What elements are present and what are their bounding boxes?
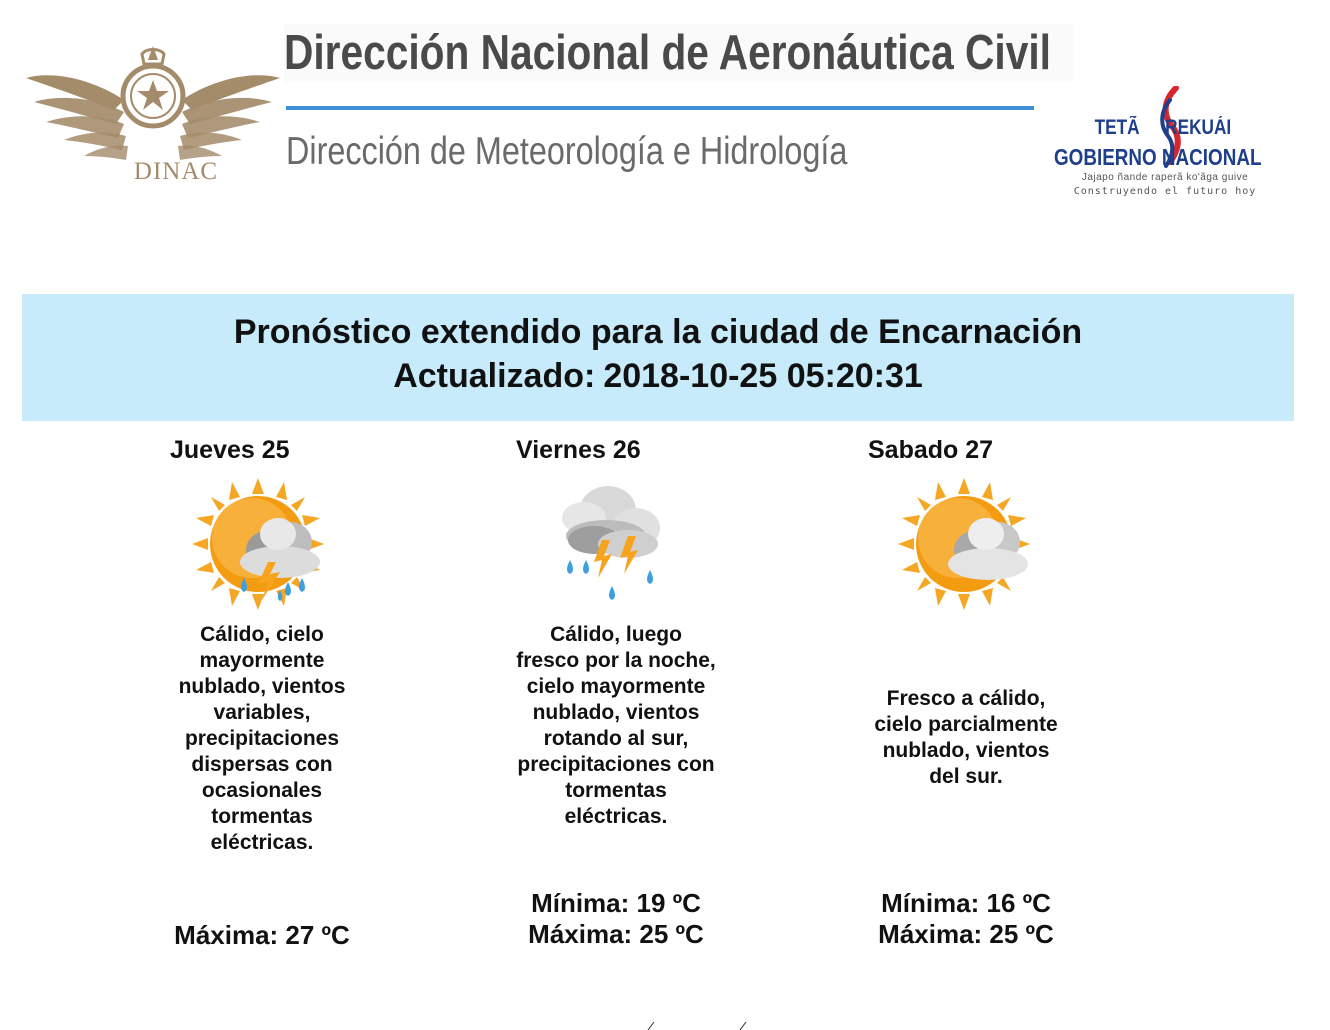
forecast-banner (22, 294, 1294, 421)
weather-description: Cálido, luego fresco por la noche, cielo mayormente nublado, vientos rotando al sur, precipitaciones con tormentas eléctricas. (516, 623, 716, 828)
sun-cloud-icon (898, 478, 1038, 618)
max-temperature: Máxima: 25 ºC (528, 919, 704, 949)
page-header (0, 0, 1330, 210)
max-temperature: Máxima: 27 ºC (174, 920, 350, 950)
weather-description: Cálido, cielo mayormente nublado, vientos variables, precipitaciones dispersas con ocasionales tormentas eléctricas. (178, 623, 346, 854)
gov-tagline-spanish: Construyendo el futuro hoy (1073, 186, 1257, 197)
dinac-logo (24, 40, 282, 200)
updated-value: 2018-10-25 05:20:31 (603, 357, 923, 395)
forecast-day-card (866, 430, 1066, 990)
updated-timestamp (22, 356, 1294, 396)
page-subtitle: Dirección de Meteorología e Hidrología (286, 130, 848, 173)
day-name: Sabado 27 (868, 436, 994, 464)
cropped-icons-edge (640, 1022, 760, 1030)
title-divider (286, 106, 1034, 110)
day-name: Jueves 25 (170, 436, 290, 464)
forecast-day-card (516, 430, 716, 990)
weather-description: Fresco a cálido, cielo parcialmente nublado, vientos del sur. (874, 687, 1058, 788)
gov-tagline-guarani: Jajapo ñande raperã ko'ãga guive (1081, 172, 1249, 183)
gov-name: GOBIERNO NACIONAL (1054, 144, 1262, 170)
cloud-storm-rain-icon (544, 478, 684, 618)
government-logo (1052, 86, 1278, 204)
min-temperature: Mínima: 19 ºC (531, 888, 701, 918)
day-name: Viernes 26 (516, 436, 641, 464)
forecast-title: Pronóstico extendido para la ciudad de Encarnación (233, 313, 1083, 351)
logo-text: DINAC (133, 158, 219, 185)
temperature-range (506, 888, 726, 950)
page-title: Dirección Nacional de Aeronáutica Civil (284, 24, 1073, 82)
max-temperature: Máxima: 25 ºC (878, 919, 1054, 949)
min-temperature: Mínima: 16 ºC (881, 888, 1051, 918)
gov-word-rekuai: REKUÁI (1165, 116, 1232, 139)
temperature-range (856, 888, 1076, 950)
updated-label: Actualizado: (393, 357, 596, 395)
forecast-day-card (168, 430, 368, 990)
gov-word-teta: TETÃ (1094, 116, 1140, 139)
sun-cloud-storm-rain-icon (192, 478, 332, 618)
